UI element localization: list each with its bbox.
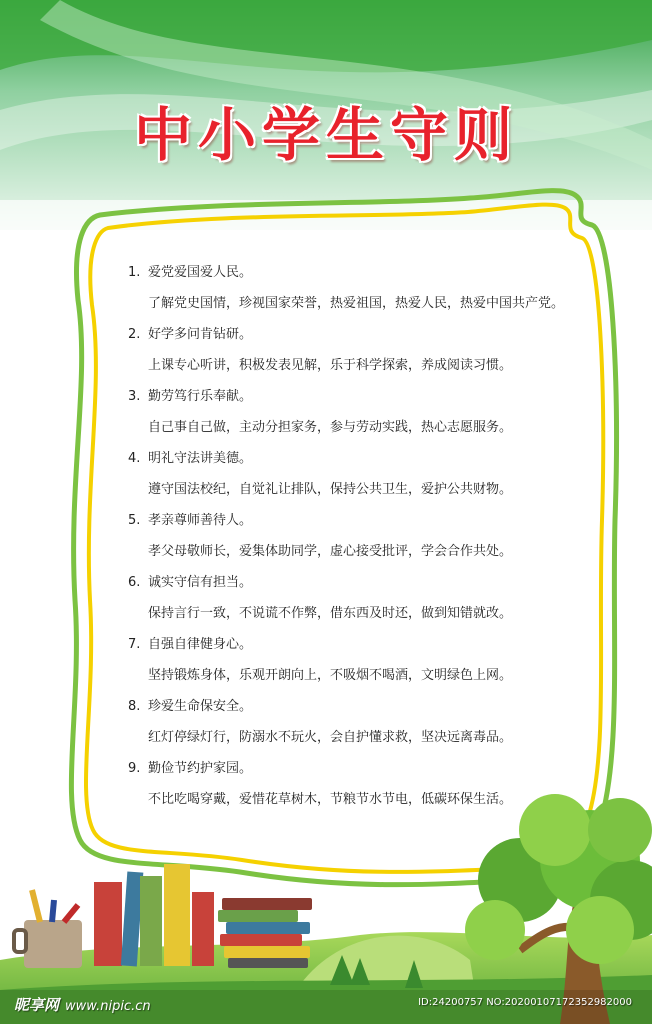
rule-detail: 遵守国法校纪，自觉礼让排队，保持公共卫生，爱护公共财物。 [148, 482, 513, 497]
rule-heading: 珍爱生命保安全。 [148, 699, 253, 714]
rule-item [128, 572, 598, 634]
rule-number: 5. [128, 513, 141, 528]
watermark-url: www.nipic.cn [65, 999, 151, 1014]
rule-number: 8. [128, 699, 141, 714]
rule-heading: 自强自律健身心。 [148, 637, 253, 652]
rule-detail: 坚持锻炼身体，乐观开朗向上，不吸烟不喝酒，文明绿色上网。 [148, 668, 513, 683]
rules-list [128, 262, 598, 820]
rule-number: 7. [128, 637, 141, 652]
rule-item [128, 262, 598, 324]
rule-heading: 孝亲尊师善待人。 [148, 513, 253, 528]
watermark-brand: 昵享网 [14, 996, 60, 1014]
rule-heading: 明礼守法讲美德。 [148, 451, 253, 466]
rule-heading: 勤俭节约护家园。 [148, 761, 253, 776]
rule-item [128, 448, 598, 510]
rule-heading: 诚实守信有担当。 [148, 575, 253, 590]
rule-item [128, 386, 598, 448]
rule-detail: 了解党史国情，珍视国家荣誉，热爱祖国，热爱人民，热爱中国共产党。 [148, 296, 565, 311]
rule-item [128, 696, 598, 758]
rule-number: 4. [128, 451, 141, 466]
rule-item [128, 634, 598, 696]
page-title: 中小学生守则 [133, 101, 518, 169]
rule-item [128, 510, 598, 572]
rule-number: 6. [128, 575, 141, 590]
rule-detail: 保持言行一致，不说谎不作弊，借东西及时还，做到知错就改。 [148, 606, 513, 621]
rule-heading: 勤劳笃行乐奉献。 [148, 389, 253, 404]
rule-heading: 好学多问肯钻研。 [148, 327, 253, 342]
rule-number: 9. [128, 761, 141, 776]
rule-detail: 上课专心听讲，积极发表见解，乐于科学探索，养成阅读习惯。 [148, 358, 513, 373]
rule-detail: 孝父母敬师长，爱集体助同学，虚心接受批评，学会合作共处。 [148, 544, 513, 559]
rule-detail: 自己事自己做，主动分担家务，参与劳动实践，热心志愿服务。 [148, 420, 513, 435]
image-id: ID:24200757 NO:20200107172352982000 [418, 997, 632, 1008]
rule-item [128, 324, 598, 386]
rule-detail: 红灯停绿灯行，防溺水不玩火，会自护懂求救，坚决远离毒品。 [148, 730, 513, 745]
rule-detail: 不比吃喝穿戴，爱惜花草树木，节粮节水节电，低碳环保生活。 [148, 792, 513, 807]
rule-heading: 爱党爱国爱人民。 [148, 265, 253, 280]
stacked-books [218, 898, 312, 968]
rule-number: 2. [128, 327, 141, 342]
rule-item [128, 758, 598, 820]
watermark [14, 994, 151, 1015]
rule-number: 1. [128, 265, 141, 280]
rule-number: 3. [128, 389, 141, 404]
